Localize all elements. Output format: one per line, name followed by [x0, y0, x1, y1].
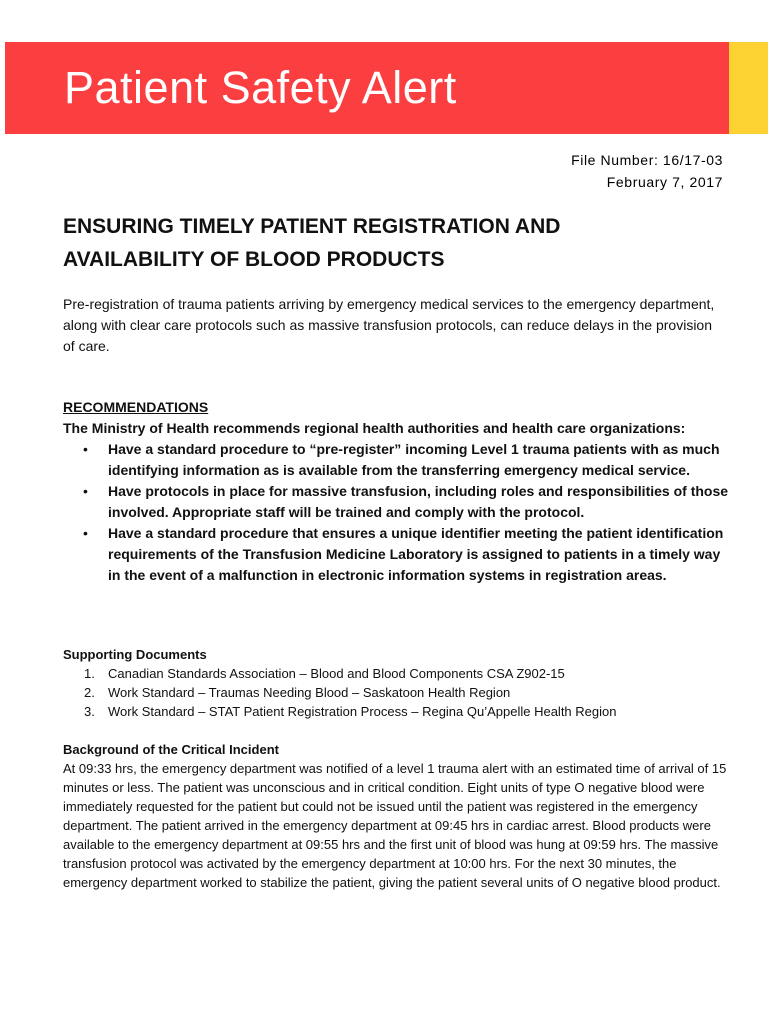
- supporting-document-text: Work Standard – STAT Patient Registration Process – Regina Qu’Appelle Health Region: [108, 704, 617, 719]
- supporting-document-text: Work Standard – Traumas Needing Blood – Saskatoon Health Region: [108, 685, 511, 700]
- bullet-icon: •: [83, 525, 88, 541]
- recommendation-text: Have a standard procedure to “pre-register” incoming Level 1 trauma patients with as much identifying information as is available from the transferring emergency medical service.: [108, 441, 720, 478]
- supporting-documents-list: [63, 664, 733, 721]
- supporting-document-item: [63, 664, 733, 683]
- recommendations-list: [63, 439, 733, 586]
- recommendation-text: Have protocols in place for massive transfusion, including roles and responsibilities of those involved. Appropriate staff will be trained and comply with the protocol.: [108, 483, 729, 520]
- list-number: 2.: [84, 685, 95, 700]
- supporting-document-text: Canadian Standards Association – Blood and Blood Components CSA Z902-15: [108, 666, 565, 681]
- document-title-line-2: AVAILABILITY OF BLOOD PRODUCTS: [63, 248, 445, 271]
- file-date: February 7, 2017: [606, 174, 723, 190]
- bullet-icon: •: [83, 441, 88, 457]
- bullet-icon: •: [83, 483, 88, 499]
- recommendations-heading: RECOMMENDATIONS: [63, 399, 209, 415]
- supporting-documents-section: [63, 645, 733, 721]
- supporting-document-item: [63, 702, 733, 721]
- background-paragraph: At 09:33 hrs, the emergency department was notified of a level 1 trauma alert with an estimated time of arrival of 15 minutes or less. The patient was unconscious and in critical condition. Eight units of type O negative blood were immediately requested for the patient but could not be issued until the patient was registered in the emergency department. The patient arrived in the emergency department at 09:45 hrs in cardiac arrest. Blood products were available to the emergency department at 09:55 hrs and the first unit of blood was hung at 09:59 hrs. The massive transfusion protocol was activated by the emergency department at 10:00 hrs. For the next 30 minutes, the emergency department worked to stabilize the patient, giving the patient several units of O negative blood product.: [63, 761, 727, 890]
- background-section: [63, 740, 728, 892]
- recommendation-item: [63, 439, 733, 481]
- banner-title: Patient Safety Alert: [64, 62, 457, 113]
- file-number: File Number: 16/17-03: [571, 152, 723, 168]
- file-info: [571, 149, 723, 193]
- recommendation-text: Have a standard procedure that ensures a unique identifier meeting the patient identification requirements of the Transfusion Medicine Laboratory is assigned to patients in a timely way in the event of a malfunction in electronic information systems in registration areas.: [108, 525, 724, 583]
- supporting-documents-heading: Supporting Documents: [63, 647, 207, 662]
- document-title-line-1: ENSURING TIMELY PATIENT REGISTRATION AND: [63, 215, 561, 238]
- recommendation-item: [63, 523, 733, 586]
- document-title: [63, 210, 713, 276]
- alert-banner: [5, 42, 768, 134]
- recommendations-section: [63, 397, 733, 586]
- recommendation-item: [63, 481, 733, 523]
- intro-paragraph: Pre-registration of trauma patients arriving by emergency medical services to the emergency department, along with clear care protocols such as massive transfusion protocols, can reduce delays in the provision of care.: [63, 296, 715, 354]
- list-number: 1.: [84, 666, 95, 681]
- recommendations-lead: The Ministry of Health recommends regional health authorities and health care organizations:: [63, 420, 686, 436]
- background-heading: Background of the Critical Incident: [63, 742, 279, 757]
- list-number: 3.: [84, 704, 95, 719]
- supporting-document-item: [63, 683, 733, 702]
- banner-accent-stripe: [729, 42, 768, 134]
